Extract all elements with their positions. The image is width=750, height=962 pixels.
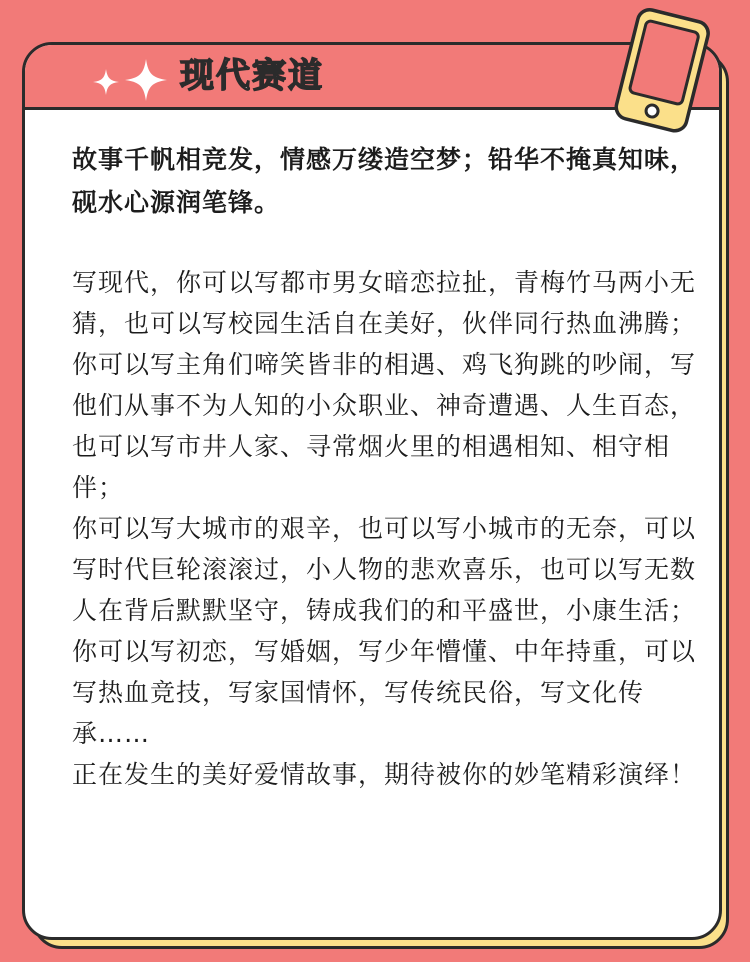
section-title: 现代赛道 bbox=[180, 56, 324, 96]
article-body bbox=[72, 138, 697, 795]
sparkle-small-icon bbox=[93, 69, 119, 95]
content-card bbox=[22, 42, 722, 940]
paragraph-5: 正在发生的美好爱情故事，期待被你的妙笔精彩演绎！ bbox=[72, 760, 697, 789]
paragraph-4: 你可以写初恋，写婚姻，写少年懵懂、中年持重，可以写热血竞技，写家国情怀，写传统民俗，写文化传承…… bbox=[72, 637, 697, 748]
sparkle-big-icon bbox=[125, 59, 167, 101]
spacer bbox=[72, 224, 697, 262]
paragraph-3: 你可以写大城市的艰辛，也可以写小城市的无奈，可以写时代巨轮滚滚过，小人物的悲欢喜乐，也可以写无数人在背后默默坚守，铸成我们的和平盛世，小康生活； bbox=[72, 514, 697, 625]
paragraph-1: 写现代，你可以写都市男女暗恋拉扯，青梅竹马两小无猜，也可以写校园生活自在美好，伙伴同行热血沸腾； bbox=[72, 268, 697, 338]
phone-icon bbox=[596, 6, 726, 136]
paragraph-2: 你可以写主角们啼笑皆非的相遇、鸡飞狗跳的吵闹，写他们从事不为人知的小众职业、神奇遭遇、人生百态，也可以写市井人家、寻常烟火里的相遇相知、相守相伴； bbox=[72, 350, 697, 502]
intro-poem: 故事千帆相竞发，情感万缕造空梦；铅华不掩真知味，砚水心源润笔锋。 bbox=[72, 145, 697, 217]
